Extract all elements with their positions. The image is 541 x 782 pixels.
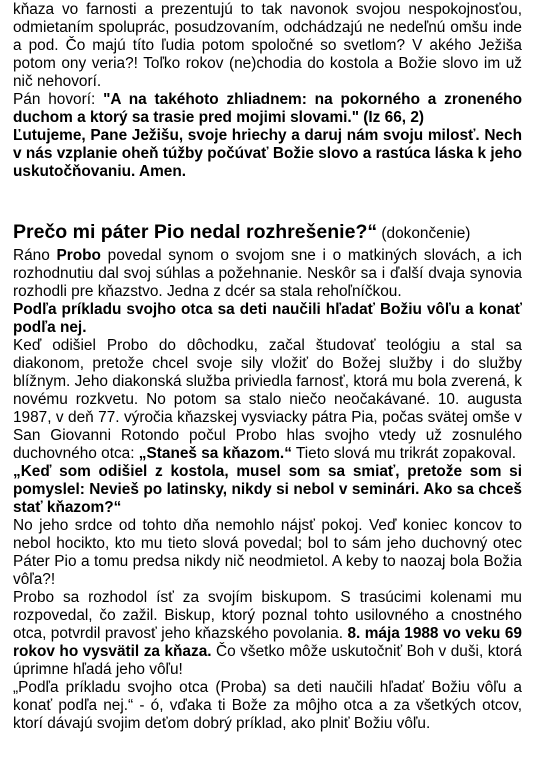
probo-name: Probo xyxy=(56,247,101,264)
text-run: povedal synom o svojom sne i o matkiných slovách, a ich rozhodnutiu dal svoj súhlas a požehnanie. Neskôr sa i ďalší dvaja synovia rozhodli pre kňazstvo. Jedna z dcér sa stala rehoľníčkou. xyxy=(13,247,522,300)
text-run: Keď odišiel Probo do dôchodku, začal študovať teológiu a stal sa diakonom, pretože chcel svoje sily vložiť do Božej služby i do služby blížnym. Jeho diakonská služba priviedla farnosť, ktorá mu bola zverená, k novému rozkvetu. No potom sa stalo niečo neočakávané. 10. augusta 1987, v deň 77. výročia kňazskej vysviacky pátra Pia, počas svätej omše v San Giovanni Rotondo počul Probo hlas svojho vtedy už zosnulého duchovného otca: xyxy=(13,337,522,462)
bold-statement: Podľa príkladu svojho otca sa deti naučili hľadať Božiu vôľu a konať podľa nej. xyxy=(13,301,522,336)
bold-quote: „Keď som odišiel z kostola, musel som sa smiať, pretože som si pomyslel: Nevieš po latinsky, nikdy si nebol v seminári. Ako sa chceš stať kňazom?“ xyxy=(13,463,522,516)
section-title-text: Prečo mi páter Pio nedal rozhrešenie?“ xyxy=(13,221,378,243)
article-paragraph-3 xyxy=(13,337,522,463)
article-paragraph-7: „Podľa príkladu svojho otca (Proba) sa deti naučili hľadať Božiu vôľu a konať podľa nej.“ - ó, vďaka ti Bože za môjho otca a za všetkých otcov, ktorí dávajú svojim deťom dobrý príklad, ako plniť Božiu vôľu. xyxy=(13,679,522,732)
article-paragraph-6 xyxy=(13,589,522,679)
top-text-block xyxy=(13,1,522,181)
prayer-paragraph xyxy=(13,127,522,181)
scripture-paragraph xyxy=(13,91,522,127)
scripture-quote: "A na takéhoto zhliadnem: na pokorného a zroneného duchom a ktorý sa trasie pred mojimi slovami." (Iz 66, 2) xyxy=(13,91,522,126)
scripture-lead: Pán hovorí: xyxy=(13,91,104,108)
article-paragraph-4 xyxy=(13,463,522,517)
continuation-note: (dokončenie) xyxy=(377,225,471,242)
section-title xyxy=(13,220,522,246)
article-section xyxy=(13,220,522,733)
article-paragraph-1 xyxy=(13,247,522,301)
ordination-date: 8. mája 1988 vo veku 69 rokov ho vysvätil za kňaza. xyxy=(13,625,522,660)
text-run: Ráno xyxy=(13,247,57,264)
text-run: Probo sa rozhodol ísť za svojím biskupom. S trasúcimi kolenami mu rozpovedal, čo zažil. Biskup, ktorý poznal tohto usilovného a cnostného otca, potvrdil pravosť jeho kňazského povolania. xyxy=(13,589,522,642)
quote-bold: „Staneš sa kňazom.“ xyxy=(138,445,292,462)
intro-paragraph: kňaza vo farnosti a prezentujú to tak navonok svojou nespokojnosťou, odmietaním spoluprác, posudzovaním, odchádzajú ne nedeľnú omšu inde a pod. Čo majú títo ľudia potom spoločné so svetlom? V akého Ježiša potom ony veria?! Toľko rokov (ne)chodia do kostola a Božie slovo im už nič nehovorí. xyxy=(13,1,522,90)
prayer-text: Ľutujeme, Pane Ježišu, svoje hriechy a daruj nám svoju milosť. Nech v nás vzplanie oheň túžby počúvať Božie slovo a rastúca láska k jeho uskutočňovaniu. Amen. xyxy=(13,127,522,180)
text-run: Čo všetko môže uskutočniť Boh v duši, ktorá úprimne hľadá jeho vôľu! xyxy=(13,643,522,678)
article-paragraph-2 xyxy=(13,301,522,337)
text-run: Tieto slová mu trikrát zopakoval. xyxy=(291,445,517,462)
article-paragraph-5: No jeho srdce od tohto dňa nemohlo nájsť pokoj. Veď koniec koncov to nebol hocikto, kto mu tieto slová povedal; bol to sám jeho duchovný otec Páter Pio a tomu predsa nikdy nič neodmietol. A keby to naozaj bola Božia vôľa?! xyxy=(13,517,522,588)
